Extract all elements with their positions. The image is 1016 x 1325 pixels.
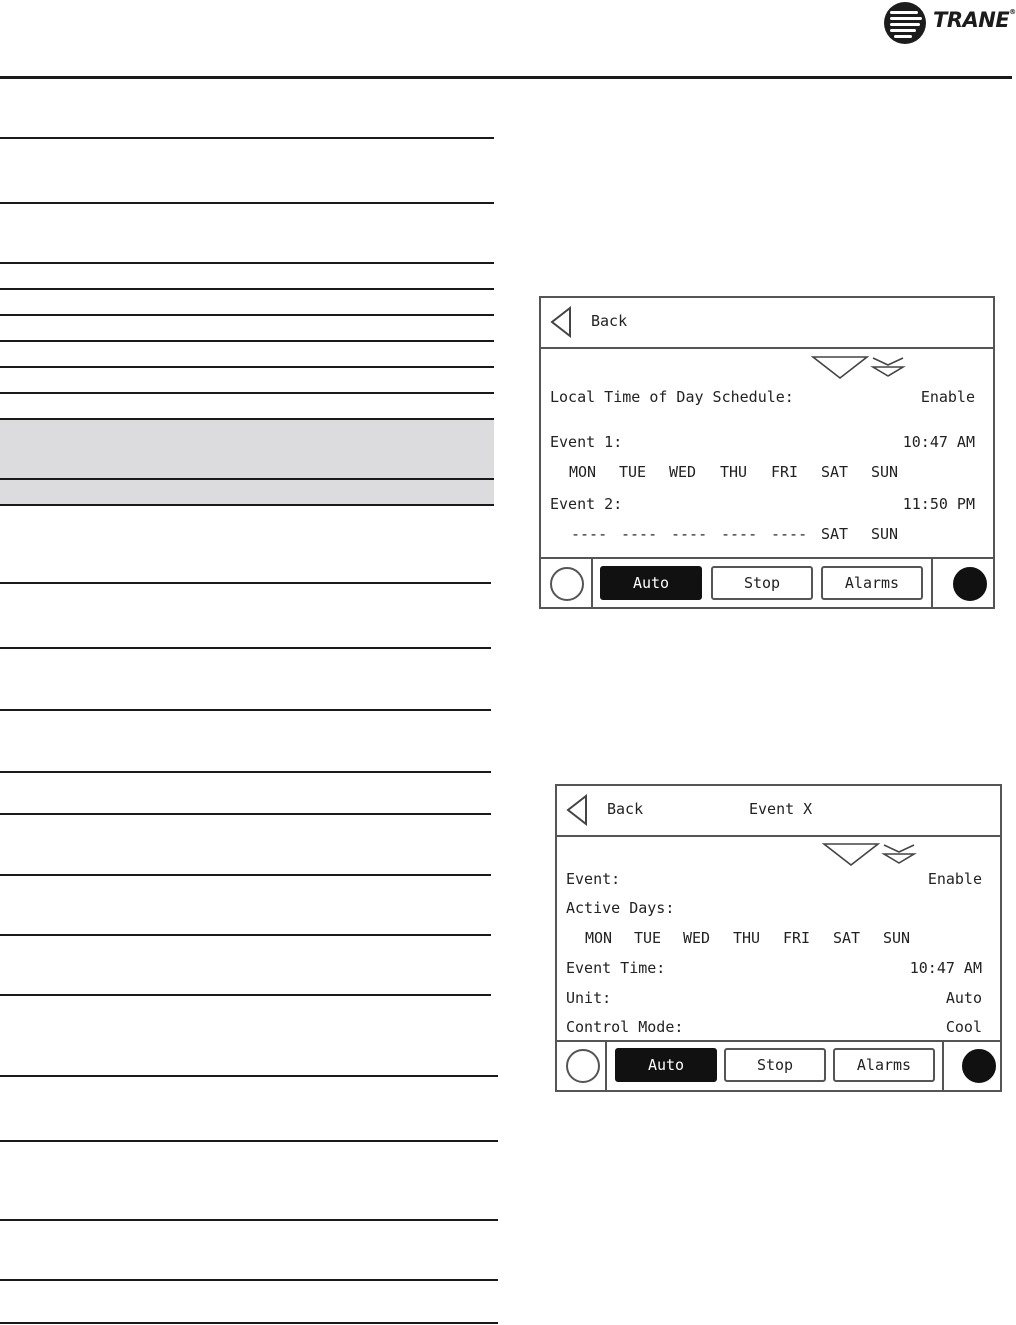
active-days-label: Active Days: xyxy=(566,899,675,917)
unit-value: Auto xyxy=(945,989,982,1007)
schedule-row[interactable] xyxy=(550,388,975,408)
event1-time: 10:47 AM xyxy=(902,433,975,451)
stop-button[interactable]: Stop xyxy=(711,566,813,600)
day-sun: SUN xyxy=(871,525,899,543)
day-thu-off: ---- xyxy=(721,525,758,543)
brand-name: TRANE® xyxy=(933,8,1016,32)
schedule-value: Enable xyxy=(920,388,975,406)
back-arrow-icon[interactable] xyxy=(549,306,573,338)
back-arrow-icon[interactable] xyxy=(565,794,589,826)
alarms-button[interactable]: Alarms xyxy=(833,1048,935,1082)
event-row[interactable] xyxy=(566,870,982,890)
scroll-down-controls xyxy=(822,841,922,869)
day-sat: SAT xyxy=(821,525,849,543)
top-bar xyxy=(541,298,993,349)
control-mode-value: Cool xyxy=(945,1018,982,1036)
alarm-indicator-icon[interactable] xyxy=(953,567,987,601)
event2-days xyxy=(571,525,898,543)
status-circle-icon[interactable] xyxy=(566,1049,600,1083)
bottom-bar xyxy=(541,557,993,607)
day-tue-off: ---- xyxy=(621,525,658,543)
day-fri: FRI xyxy=(771,463,799,481)
double-chevron-down-icon[interactable] xyxy=(884,845,914,863)
triangle-down-icon[interactable] xyxy=(813,357,867,378)
unit-row[interactable] xyxy=(566,989,982,1009)
day-wed: WED xyxy=(669,463,697,481)
day-fri-off: ---- xyxy=(771,525,808,543)
trane-logo-icon xyxy=(884,2,926,44)
triangle-down-icon[interactable] xyxy=(824,844,878,865)
day-thu[interactable]: THU xyxy=(733,929,761,947)
event-time-row[interactable] xyxy=(566,959,982,979)
event-screen xyxy=(555,784,1002,1092)
event-time-label: Event Time: xyxy=(566,959,666,977)
active-days-row[interactable] xyxy=(566,899,982,919)
event-label: Event: xyxy=(566,870,621,888)
active-days xyxy=(585,929,910,947)
back-button[interactable]: Back xyxy=(591,312,628,330)
bottom-bar xyxy=(557,1040,1000,1090)
header-rule xyxy=(0,76,1012,79)
event2-row[interactable] xyxy=(550,495,975,515)
day-mon-off: ---- xyxy=(571,525,608,543)
shaded-row xyxy=(0,419,494,504)
alarm-indicator-icon[interactable] xyxy=(962,1049,996,1083)
event-time-value: 10:47 AM xyxy=(909,959,982,977)
day-fri[interactable]: FRI xyxy=(783,929,811,947)
day-wed[interactable]: WED xyxy=(683,929,711,947)
day-sat: SAT xyxy=(821,463,849,481)
top-bar xyxy=(557,786,1000,837)
auto-button[interactable]: Auto xyxy=(600,566,702,600)
day-wed-off: ---- xyxy=(671,525,708,543)
day-mon: MON xyxy=(569,463,597,481)
day-tue: TUE xyxy=(619,463,647,481)
control-mode-label: Control Mode: xyxy=(566,1018,684,1036)
day-sat[interactable]: SAT xyxy=(833,929,861,947)
day-sun[interactable]: SUN xyxy=(883,929,911,947)
day-thu: THU xyxy=(720,463,748,481)
event2-label: Event 2: xyxy=(550,495,623,513)
schedule-label: Local Time of Day Schedule: xyxy=(550,388,794,406)
trane-logo xyxy=(884,2,1016,44)
screen-title: Event X xyxy=(749,800,813,818)
status-circle-icon[interactable] xyxy=(550,567,584,601)
event1-row[interactable] xyxy=(550,433,975,453)
day-sun: SUN xyxy=(871,463,899,481)
double-chevron-down-icon[interactable] xyxy=(873,358,903,376)
unit-label: Unit: xyxy=(566,989,612,1007)
event1-days xyxy=(569,463,898,481)
control-mode-row[interactable] xyxy=(566,1018,982,1038)
alarms-button[interactable]: Alarms xyxy=(821,566,923,600)
event2-time: 11:50 PM xyxy=(902,495,975,513)
auto-button[interactable]: Auto xyxy=(615,1048,717,1082)
day-tue[interactable]: TUE xyxy=(634,929,662,947)
back-button[interactable]: Back xyxy=(607,800,644,818)
event-value: Enable xyxy=(927,870,982,888)
stop-button[interactable]: Stop xyxy=(724,1048,826,1082)
day-mon[interactable]: MON xyxy=(585,929,613,947)
event1-label: Event 1: xyxy=(550,433,623,451)
schedule-screen xyxy=(539,296,995,609)
scroll-down-controls xyxy=(811,354,911,382)
